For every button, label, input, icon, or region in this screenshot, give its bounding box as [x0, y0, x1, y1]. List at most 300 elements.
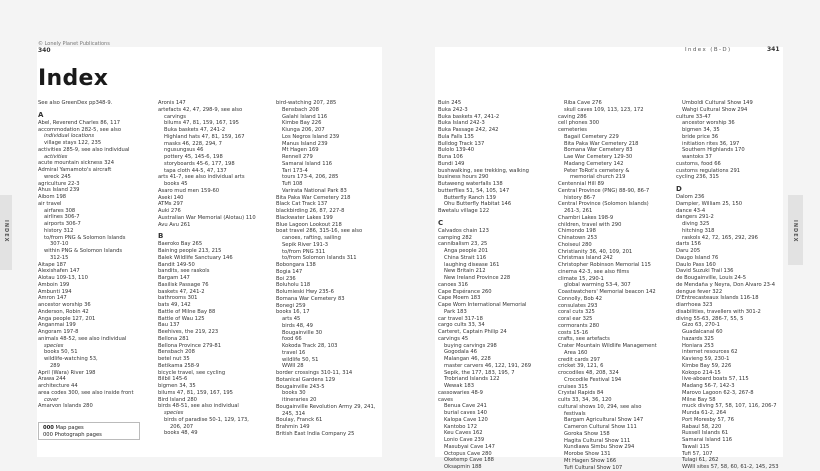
index-entry: Ambunti 194: [38, 289, 134, 296]
index-entry: Carteret, Captain Philip 24: [438, 329, 531, 336]
index-entry: initiation rites 36, 197: [676, 141, 779, 148]
index-entry: crocodiles 48, 208, 324: [558, 370, 657, 377]
index-entry: Russell Islands 61: [676, 430, 779, 437]
index-entry: carvings: [158, 114, 256, 121]
index-entry: Daugo Island 76: [676, 255, 779, 262]
index-entry: cargo cults 33, 34: [438, 322, 531, 329]
index-entry: Bensbach 208: [158, 349, 256, 356]
index-entry: Centennial Hill 89: [558, 181, 657, 188]
index-entry: customs regulations 291: [676, 168, 779, 175]
index-entry: Abel, Reverend Charles 86, 117: [38, 120, 134, 127]
index-entry: bandits, see raskols: [158, 268, 256, 275]
index-entry: British East India Company 25: [276, 431, 375, 438]
index-entry: baskets 47, 241-2: [158, 289, 256, 296]
index-entry: books 45: [158, 181, 256, 188]
index-entry: Tulagi 61, 262: [676, 457, 779, 464]
index-entry: wildlife-watching 53,: [38, 356, 134, 363]
index-entry: Cape Moem 183: [438, 295, 531, 302]
index-entry: itineraries 20: [276, 397, 375, 404]
index-entry: bigmen 34, 35: [676, 127, 779, 134]
index-entry: cruises 315: [558, 384, 657, 391]
index-entry: tours 173-4, 206, 285: [276, 174, 375, 181]
index-entry: Oksapmin 188: [438, 464, 531, 471]
index-entry: Ohu Butterfly Habitat 146: [438, 201, 531, 208]
index-entry: Connolly, Bob 42: [558, 296, 657, 303]
side-tab-label: INDEX: [792, 220, 798, 242]
index-entry: darts 156: [676, 241, 779, 248]
index-entry: Kokoda Track 28, 103: [276, 343, 375, 350]
index-entry: Butaweng waterfalls 138: [438, 181, 531, 188]
index-entry: global warming 53-4, 307: [558, 282, 657, 289]
index-entry: Bomana War Cemetery 83: [558, 147, 657, 154]
index-entry: New Ireland Province 228: [438, 275, 531, 282]
index-entry: diving 55-63, 286-7, 55, 5: [676, 316, 779, 323]
index-entry: canoes, rafting, sailing: [276, 235, 375, 242]
index-entry: Bensbach 208: [276, 107, 375, 114]
index-entry: Madang 56-7, 142-3: [676, 383, 779, 390]
index-entry: See also GreenDex pp348-9.: [38, 100, 134, 107]
photo-sample: 000: [43, 432, 53, 438]
page-title: Index: [38, 66, 108, 91]
index-entry: Battle of Milne Bay 88: [158, 309, 256, 316]
index-entry: border crossings 310-11, 314: [276, 370, 375, 377]
index-entry: books 50, 51: [38, 349, 134, 356]
index-entry: raskols 42, 72, 165, 292, 296: [676, 235, 779, 242]
index-entry: Bulldog Track 137: [438, 141, 531, 148]
index-entry: Tawali 115: [676, 444, 779, 451]
right-page-number: 341: [767, 46, 780, 53]
index-entry: Rennell 279: [276, 154, 375, 161]
index-entry: Buka Passage 242, 242: [438, 127, 531, 134]
index-entry: boat travel 286, 315-16, see also: [276, 228, 375, 235]
index-entry: Amarvon Islands 280: [38, 403, 134, 410]
index-entry: artefacts 42, 47, 298-9, see also: [158, 107, 256, 114]
index-entry: Bobongara 138: [276, 262, 375, 269]
index-entry: arts 45: [276, 316, 375, 323]
index-entry: activities: [38, 154, 134, 161]
index-entry: tapa cloth 44-5, 47, 137: [158, 168, 256, 175]
index-entry: Masubyai Cave 147: [438, 444, 531, 451]
index-entry: species: [158, 410, 256, 417]
index-entry: Bilbil 145-6: [158, 376, 256, 383]
index-entry: coral ear 325: [558, 316, 657, 323]
index-entry: Bellona 281: [158, 336, 256, 343]
index-column-5: [558, 100, 657, 471]
index-entry: Auki 276: [158, 208, 256, 215]
index-entry: Gogodala 46: [438, 349, 531, 356]
index-entry: bride price 36: [676, 134, 779, 141]
index-entry: 206, 207: [158, 424, 256, 431]
index-entry: history 312: [38, 228, 134, 235]
index-entry: D'Entrecasteaux Islands 116-18: [676, 295, 779, 302]
index-entry: Bougainville 243-5: [276, 384, 375, 391]
index-entry: animals 48-52, see also individual: [38, 336, 134, 343]
map-label: Map pages: [56, 425, 84, 431]
index-entry: Los Negros Island 239: [276, 134, 375, 141]
index-entry: within PNG & Solomon Islands: [38, 248, 134, 255]
section-letter: C: [438, 219, 531, 228]
index-entry: dengue fever 322: [676, 289, 779, 296]
index-entry: Boi 236: [276, 276, 375, 283]
index-entry: Riba Cave 276: [558, 100, 657, 107]
index-entry: cricket 39, 121, 6: [558, 363, 657, 370]
index-entry: Christianity 36, 40, 109, 201: [558, 249, 657, 256]
index-entry: Kimbe Bay 59, 226: [676, 363, 779, 370]
copyright-notice: © Lonely Planet Publications: [38, 41, 110, 47]
index-entry: food 66: [276, 336, 375, 343]
index-entry: skull caves 109, 113, 123, 172: [558, 107, 657, 114]
index-entry: Lonio Cave 239: [438, 437, 531, 444]
map-sample: 000: [43, 425, 54, 431]
index-entry: Calvados chain 123: [438, 228, 531, 235]
index-entry: Anderson, Robin 42: [38, 309, 134, 316]
index-entry: Buka 242-3: [438, 107, 531, 114]
index-entry: Balek Wildlife Sanctuary 146: [158, 255, 256, 262]
index-entry: Cameron Cultural Show 111: [558, 424, 657, 431]
index-entry: 289: [38, 363, 134, 370]
index-entry: 312-15: [38, 255, 134, 262]
index-entry: Kimbe Bay 226: [276, 120, 375, 127]
index-entry: Alexishafen 147: [38, 268, 134, 275]
index-entry: Bita Paka War Cemetery 218: [558, 141, 657, 148]
index-entry: Crystal Rapids 84: [558, 390, 657, 397]
index-entry: bilums 47, 81, 159, 167, 195: [158, 390, 256, 397]
running-head: Index (B-D): [685, 47, 732, 53]
index-entry: Betikama 258-9: [158, 363, 256, 370]
index-entry: acute mountain sickness 324: [38, 160, 134, 167]
index-entry: Kavieng 59, 230-1: [676, 356, 779, 363]
index-entry: books 30: [276, 390, 375, 397]
index-entry: Central Province (Solomon Islands): [558, 201, 657, 208]
index-entry: Kiunga 206, 207: [276, 127, 375, 134]
index-entry: wreck 245: [38, 174, 134, 181]
index-entry: children, travel with 290: [558, 222, 657, 229]
index-entry: Bula Falls 135: [438, 134, 531, 141]
index-entry: WWII 28: [276, 363, 375, 370]
index-entry: New Britain 212: [438, 268, 531, 275]
index-entry: Bita Paka War Cemetery 218: [276, 195, 375, 202]
side-tab-label: INDEX: [3, 220, 9, 242]
index-entry: Avu Avu 261: [158, 222, 256, 229]
legend-photo-row: [43, 432, 135, 439]
index-entry: Octopus Cave 280: [438, 451, 531, 458]
index-entry: Buin 245: [438, 100, 531, 107]
side-tab-left: [0, 195, 12, 270]
index-entry: Bird Island 280: [158, 397, 256, 404]
index-entry: bigmen 34, 35: [158, 383, 256, 390]
side-tab-right: [788, 195, 803, 265]
index-entry: diarrhoea 323: [676, 302, 779, 309]
index-entry: Daulo Pass 160: [676, 262, 779, 269]
index-entry: master carvers 46, 122, 191, 269: [438, 363, 531, 370]
index-entry: burial caves 140: [438, 410, 531, 417]
index-entry: cycling 236, 315: [676, 174, 779, 181]
index-entry: Tufi 57, 107: [676, 451, 779, 458]
index-entry: Bulolo 139-40: [438, 147, 531, 154]
index-entry: Butterfly Ranch 139: [438, 195, 531, 202]
index-entry: Park 183: [438, 309, 531, 316]
index-entry: Samarai Island 116: [676, 437, 779, 444]
index-entry: books 48, 49: [158, 430, 256, 437]
index-entry: Dampier, William 25, 150: [676, 201, 779, 208]
index-entry: business hours 290: [438, 174, 531, 181]
index-entry: Bonegi 259: [276, 303, 375, 310]
index-entry: Tufi Cultural Show 107: [558, 465, 657, 471]
index-entry: culture 33-47: [676, 114, 779, 121]
index-entry: 307-10: [38, 241, 134, 248]
index-entry: Marovo Lagoon 62-3, 267-8: [676, 390, 779, 397]
index-entry: Mt Hagen 169: [276, 147, 375, 154]
index-entry: Tari 173-4: [276, 168, 375, 175]
index-entry: cultural shows 10, 294, see also: [558, 404, 657, 411]
index-entry: Australian War Memorial (Alotau) 110: [158, 215, 256, 222]
index-entry: Crocodile Festival 194: [558, 377, 657, 384]
section-letter: D: [676, 185, 779, 194]
index-entry: Umboldi Cultural Show 149: [676, 100, 779, 107]
index-entry: Arawa 244: [38, 376, 134, 383]
index-entry: agriculture 22-3: [38, 181, 134, 188]
index-entry: to/from PNG 311: [276, 249, 375, 256]
index-entry: de Mendaña y Neyra, Don Alvaro 23-4: [676, 282, 779, 289]
index-entry: Munda 61-2, 264: [676, 410, 779, 417]
index-entry: history 86-7: [558, 195, 657, 202]
index-entry: David Suzuki Trail 136: [676, 268, 779, 275]
index-entry: Amron 147: [38, 295, 134, 302]
index-entry: Madang Cemetery 142: [558, 161, 657, 168]
index-entry: Chimondo 198: [558, 228, 657, 235]
index-entry: individual locations: [38, 133, 134, 140]
index-entry: airfares 308: [38, 208, 134, 215]
index-entry: Gizo 63, 270-1: [676, 322, 779, 329]
index-entry: storyboards 45-6, 177, 198: [158, 161, 256, 168]
index-entry: to/from PNG & Solomon Islands: [38, 235, 134, 242]
index-entry: Milne Bay 58: [676, 397, 779, 404]
index-entry: Buka Island 242-3: [438, 120, 531, 127]
index-entry: Bwetalu village 122: [438, 208, 531, 215]
index-entry: bird-watching 207, 285: [276, 100, 375, 107]
index-entry: cults 33, 34, 36, 120: [558, 397, 657, 404]
index-entry: Highland hats 47, 81, 159, 167: [158, 134, 256, 141]
index-entry: ngusungsus 46: [158, 147, 256, 154]
index-entry: village stays 122, 235: [38, 140, 134, 147]
index-entry: Bandit 149-50: [158, 262, 256, 269]
index-entry: Daru 205: [676, 248, 779, 255]
index-entry: 261-3, 261: [558, 208, 657, 215]
photo-label: Photograph pages: [55, 432, 102, 438]
index-column-1: [38, 100, 134, 410]
index-entry: airports 306-7: [38, 221, 134, 228]
index-entry: Sepik, the 177, 183, 195, 7: [438, 370, 531, 377]
index-entry: cover: [38, 397, 134, 404]
index-entry: Anga people 201: [438, 248, 531, 255]
index-entry: Basilisk Passage 76: [158, 282, 256, 289]
index-entry: air travel: [38, 201, 134, 208]
index-entry: Rabaul 58, 220: [676, 424, 779, 431]
index-entry: Morobe Show 131: [558, 451, 657, 458]
index-entry: bicycle travel, see cycling: [158, 370, 256, 377]
index-entry: disabilities, travellers with 301-2: [676, 309, 779, 316]
index-entry: cormorants 280: [558, 323, 657, 330]
index-entry: cinema 42-3, see also films: [558, 269, 657, 276]
index-entry: Baeroko Bay 265: [158, 241, 256, 248]
index-entry: 245, 314: [276, 411, 375, 418]
index-entry: Bougainville Revolution Army 29, 241,: [276, 404, 375, 411]
index-entry: Boluholu 118: [276, 282, 375, 289]
index-entry: Aronis 147: [158, 100, 256, 107]
index-entry: Brahmin 149: [276, 424, 375, 431]
index-entry: Sepik River 191-3: [276, 242, 375, 249]
index-entry: Wewak 183: [438, 383, 531, 390]
index-entry: birds of paradise 50-1, 129, 173,: [158, 417, 256, 424]
index-entry: Bomana War Cemetery 83: [276, 296, 375, 303]
index-entry: customs, food 66: [676, 161, 779, 168]
index-entry: Baining people 213, 215: [158, 248, 256, 255]
index-entry: Buka baskets 47, 241-2: [158, 127, 256, 134]
index-entry: bilums 47, 81, 159, 167, 195: [158, 120, 256, 127]
index-entry: festivals: [558, 411, 657, 418]
index-entry: Blue Lagoon Lookout 218: [276, 222, 375, 229]
index-column-6: [676, 100, 779, 471]
index-entry: Kantobo 172: [438, 424, 531, 431]
index-entry: live-aboard boats 57, 115: [676, 376, 779, 383]
index-entry: Aitape 187: [38, 262, 134, 269]
index-entry: Amboin 199: [38, 282, 134, 289]
page-type-legend: [38, 422, 140, 440]
index-entry: Kalopa Cave 120: [438, 417, 531, 424]
index-entry: buying carvings 298: [438, 343, 531, 350]
index-entry: Southern Highlands 170: [676, 147, 779, 154]
index-entry: activities 285-9, see also individual: [38, 147, 134, 154]
index-entry: Guadalcanal 60: [676, 329, 779, 336]
index-entry: consulates 293: [558, 303, 657, 310]
index-entry: books 16, 17: [276, 309, 375, 316]
index-entry: Boulay, Franck 61: [276, 417, 375, 424]
index-entry: Christopher Robinson Memorial 115: [558, 262, 657, 269]
index-entry: wildlife 50, 51: [276, 357, 375, 364]
index-entry: Bougainville 30: [276, 330, 375, 337]
index-entry: cannibalism 23, 25: [438, 241, 531, 248]
index-column-2: [158, 100, 256, 437]
index-column-3: [276, 100, 375, 438]
index-entry: Ahus Island 239: [38, 187, 134, 194]
index-entry: Battle of Wau 125: [158, 316, 256, 323]
index-entry: diving 325: [676, 221, 779, 228]
index-entry: airlines 306-7: [38, 214, 134, 221]
index-entry: Bargam 147: [158, 275, 256, 282]
index-entry: April (Wara) River 198: [38, 370, 134, 377]
index-entry: birds 48, 49: [276, 323, 375, 330]
index-entry: ancestor worship 36: [38, 302, 134, 309]
index-entry: Kundiawa Simbu Show 294: [558, 444, 657, 451]
index-entry: Buka baskets 47, 241-2: [438, 114, 531, 121]
index-entry: bats 49, 142: [158, 302, 256, 309]
index-entry: blackbirding 26, 87, 227-8: [276, 208, 375, 215]
index-entry: dangers 291-2: [676, 214, 779, 221]
index-entry: China Strait 116: [438, 255, 531, 262]
index-entry: carvings 45: [438, 336, 531, 343]
index-entry: hitching 318: [676, 228, 779, 235]
index-entry: Choiseul 280: [558, 242, 657, 249]
index-entry: Benua Cave 241: [438, 403, 531, 410]
index-entry: area codes 300, see also inside front: [38, 390, 134, 397]
index-entry: hazards 325: [676, 336, 779, 343]
index-entry: Bogia 147: [276, 269, 375, 276]
index-entry: coral cuts 325: [558, 309, 657, 316]
index-entry: Samarai Island 116: [276, 161, 375, 168]
index-entry: Aibom 198: [38, 194, 134, 201]
index-entry: travel 16: [276, 350, 375, 357]
index-entry: Anga people 127, 201: [38, 316, 134, 323]
index-entry: car travel 317-18: [438, 316, 531, 323]
index-entry: butterflies 51, 54, 105, 147: [438, 188, 531, 195]
index-entry: Lae War Cemetery 129-30: [558, 154, 657, 161]
index-entry: costs 15-16: [558, 330, 657, 337]
index-entry: arts 41-7, see also individual arts: [158, 174, 256, 181]
index-entry: Port Moresby 57, 76: [676, 417, 779, 424]
index-entry: internet resources 62: [676, 349, 779, 356]
index-entry: Galahi Island 116: [276, 114, 375, 121]
index-entry: cassowaries 48-9: [438, 390, 531, 397]
index-entry: wantoks 37: [676, 154, 779, 161]
section-letter: A: [38, 111, 134, 120]
index-entry: Beehives, the 219, 223: [158, 329, 256, 336]
index-entry: memorial church 219: [558, 174, 657, 181]
index-entry: Manus Island 239: [276, 141, 375, 148]
index-entry: Angoram 197-8: [38, 329, 134, 336]
index-entry: Buna 106: [438, 154, 531, 161]
index-entry: to/from Solomon Islands 311: [276, 255, 375, 262]
index-entry: Trobriand Islands 122: [438, 376, 531, 383]
index-entry: Bolumieski Hwy 235-6: [276, 289, 375, 296]
index-entry: Botanical Gardens 129: [276, 377, 375, 384]
index-entry: Oketemp Cave 188: [438, 457, 531, 464]
section-letter: B: [158, 232, 256, 241]
index-entry: pottery 45, 145-6, 198: [158, 154, 256, 161]
index-entry: Chinatown 253: [558, 235, 657, 242]
index-entry: laughing disease 161: [438, 262, 531, 269]
index-entry: WWII sites 57, 58, 60, 61-2, 145, 253: [676, 464, 779, 471]
index-entry: Wahgi Cultural Show 294: [676, 107, 779, 114]
index-entry: Keu Caves 162: [438, 430, 531, 437]
index-entry: Anganmai 199: [38, 322, 134, 329]
index-entry: Chambri Lakes 198-9: [558, 215, 657, 222]
index-entry: dance 43-4: [676, 208, 779, 215]
index-entry: Blackwater Lakes 199: [276, 215, 375, 222]
index-entry: cell phones 300: [558, 120, 657, 127]
index-entry: species: [38, 343, 134, 350]
index-entry: bushwalking, see trekking, walking: [438, 168, 531, 175]
index-entry: cemeteries: [558, 127, 657, 134]
index-entry: de Bougainville, Louis 24-5: [676, 275, 779, 282]
index-entry: Cape Wom International Memorial: [438, 302, 531, 309]
index-entry: Crater Mountain Wildlife Management: [558, 343, 657, 350]
index-entry: Tufi 108: [276, 181, 375, 188]
index-entry: Goroka Show 158: [558, 431, 657, 438]
index-entry: accommodation 282-5, see also: [38, 127, 134, 134]
index-entry: crafts, see artefacts: [558, 336, 657, 343]
index-entry: Coastwatchers' Memorial beacon 142: [558, 289, 657, 296]
index-entry: canoes 316: [438, 282, 531, 289]
index-entry: Mt Hagen Show 166: [558, 458, 657, 465]
index-entry: Hagita Cultural Show 111: [558, 438, 657, 445]
left-page-number: 340: [38, 47, 51, 54]
index-entry: Bundi 149: [438, 161, 531, 168]
index-entry: Black Cat Track 137: [276, 201, 375, 208]
index-entry: Kokopo 214-15: [676, 370, 779, 377]
index-entry: caves: [438, 397, 531, 404]
index-entry: Cape Espérance 260: [438, 289, 531, 296]
index-entry: masks 46, 228, 294, 7: [158, 141, 256, 148]
